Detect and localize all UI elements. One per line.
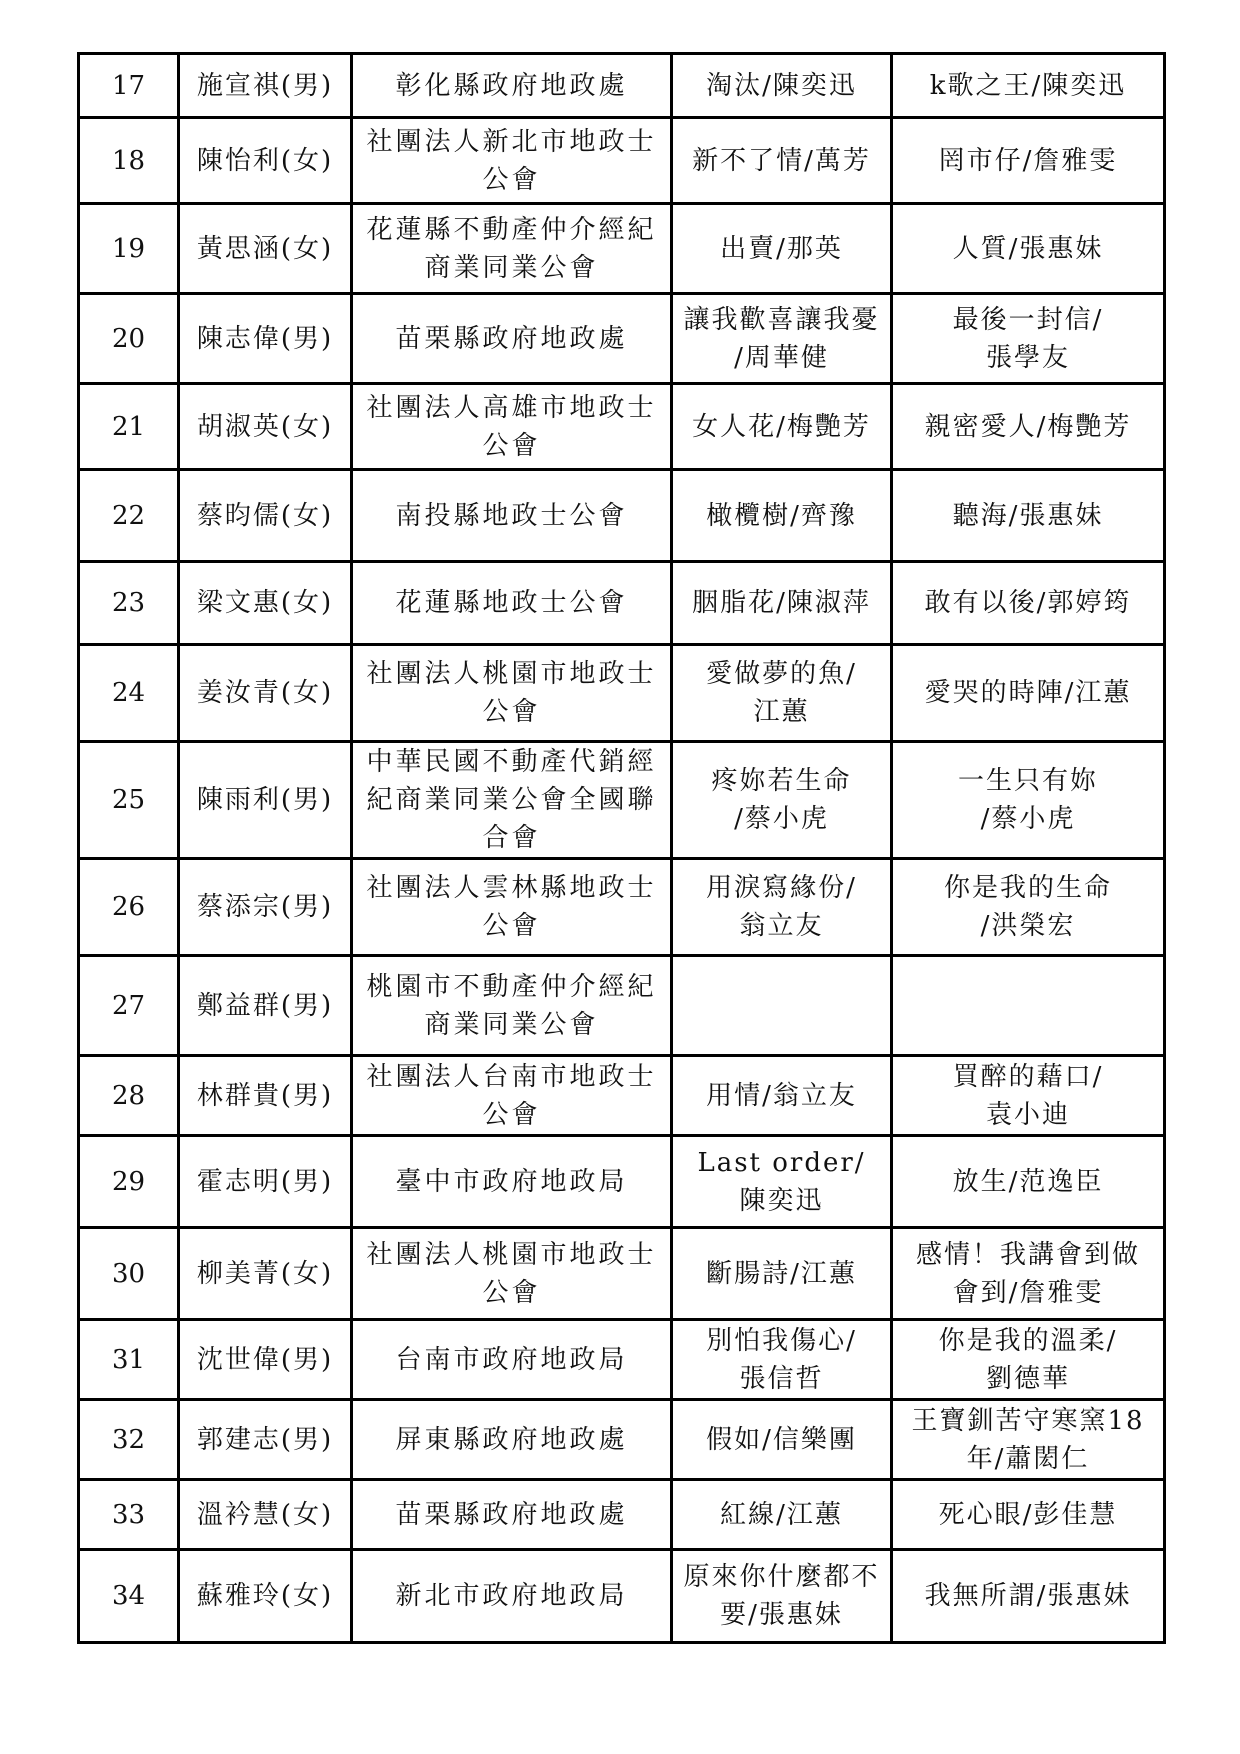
song-first-line: 愛做夢的魚/ [706, 659, 857, 689]
song-first [672, 562, 892, 645]
organization-line: 紀商業同業公會全國聯 [366, 785, 657, 815]
row-number: 22 [79, 470, 179, 562]
table-row [79, 1228, 1165, 1320]
organization [352, 118, 672, 204]
song-first-line: 張信哲 [739, 1363, 824, 1394]
row-number: 21 [79, 384, 179, 470]
row-number: 23 [79, 562, 179, 645]
organization [352, 956, 672, 1056]
song-first-line: 要/張惠妹 [720, 1600, 843, 1630]
table-row [79, 204, 1165, 294]
song-second-line: 一生只有妳 [957, 766, 1098, 796]
row-number: 19 [79, 204, 179, 294]
organization-line: 公會 [482, 1277, 541, 1308]
song-first [672, 204, 892, 294]
table-row [79, 742, 1165, 859]
table-row [79, 1056, 1165, 1136]
song-second-line: 張學友 [985, 342, 1070, 373]
song-second-line: 你是我的溫柔/ [938, 1325, 1118, 1356]
contestant-name: 胡淑英(女) [179, 384, 352, 470]
song-first [672, 1480, 892, 1550]
organization [352, 384, 672, 470]
song-first-line: 女人花/梅艷芳 [692, 411, 871, 442]
row-number: 30 [79, 1228, 179, 1320]
organization-line: 公會 [482, 911, 541, 941]
song-first-line: 紅線/江蕙 [720, 1499, 843, 1530]
song-second-line: 愛哭的時陣/江蕙 [924, 678, 1132, 708]
contestant-name: 施宣祺(男) [179, 54, 352, 118]
row-number: 20 [79, 294, 179, 384]
song-first-line: 原來你什麼都不 [683, 1562, 880, 1592]
song-first [672, 859, 892, 956]
song-second-line: 最後一封信/ [952, 304, 1104, 335]
organization-line: 公會 [482, 1099, 541, 1130]
organization [352, 1550, 672, 1643]
song-first [672, 470, 892, 562]
song-second [892, 562, 1165, 645]
song-second [892, 956, 1165, 1056]
organization-line: 社團法人桃園市地政士 [366, 1239, 657, 1270]
song-first [672, 1056, 892, 1136]
song-first-line: /蔡小虎 [734, 804, 829, 834]
song-second [892, 859, 1165, 956]
organization-line: 台南市政府地政局 [395, 1344, 628, 1375]
table-row [79, 1400, 1165, 1480]
song-second [892, 1550, 1165, 1643]
song-second-line: k歌之王/陳奕迅 [929, 70, 1127, 101]
table-row [79, 1320, 1165, 1400]
song-second [892, 1136, 1165, 1228]
song-second [892, 384, 1165, 470]
row-number: 26 [79, 859, 179, 956]
song-second [892, 1400, 1165, 1480]
row-number: 33 [79, 1480, 179, 1550]
song-second-line: 王寶釧苦守寒窯18 [911, 1405, 1145, 1436]
organization-line: 商業同業公會 [424, 252, 599, 283]
organization-line: 公會 [482, 430, 541, 461]
contestant-name: 沈世偉(男) [179, 1320, 352, 1400]
song-first [672, 1136, 892, 1228]
organization [352, 1136, 672, 1228]
contestant-name: 鄭益群(男) [179, 956, 352, 1056]
song-second [892, 645, 1165, 742]
table-row [79, 54, 1165, 118]
organization-line: 花蓮縣地政士公會 [395, 588, 628, 618]
table-row [79, 118, 1165, 204]
song-first [672, 742, 892, 859]
organization-line: 社團法人雲林縣地政士 [366, 873, 657, 903]
song-first [672, 1400, 892, 1480]
organization [352, 470, 672, 562]
table-row [79, 1136, 1165, 1228]
song-second-line: /洪榮宏 [980, 911, 1076, 941]
organization-line: 彰化縣政府地政處 [395, 70, 628, 101]
row-number: 25 [79, 742, 179, 859]
row-number: 29 [79, 1136, 179, 1228]
contestant-name: 郭建志(男) [179, 1400, 352, 1480]
song-second [892, 742, 1165, 859]
song-first-line: 胭脂花/陳淑萍 [692, 588, 871, 618]
song-second [892, 1320, 1165, 1400]
row-number: 17 [79, 54, 179, 118]
contestant-name: 溫衿慧(女) [179, 1480, 352, 1550]
organization-line: 臺中市政府地政局 [395, 1166, 628, 1197]
song-second-line: 放生/范逸臣 [952, 1166, 1104, 1197]
organization [352, 1400, 672, 1480]
table-row [79, 1550, 1165, 1643]
organization-line: 苗栗縣政府地政處 [395, 323, 628, 354]
organization-line: 中華民國不動產代銷經 [366, 747, 657, 777]
organization-line: 社團法人高雄市地政士 [366, 392, 657, 423]
table-row [79, 1480, 1165, 1550]
organization [352, 859, 672, 956]
song-second-line: 人質/張惠妹 [952, 233, 1104, 264]
table-row [79, 384, 1165, 470]
row-number: 18 [79, 118, 179, 204]
organization-line: 苗栗縣政府地政處 [395, 1499, 628, 1530]
table-row [79, 859, 1165, 956]
song-second [892, 204, 1165, 294]
row-number: 24 [79, 645, 179, 742]
song-first-line: 翁立友 [739, 911, 824, 941]
contestant-name: 黃思涵(女) [179, 204, 352, 294]
song-second [892, 54, 1165, 118]
song-first-line: 江蕙 [753, 697, 810, 727]
organization [352, 1056, 672, 1136]
row-number: 32 [79, 1400, 179, 1480]
contestant-name: 蔡昀儒(女) [179, 470, 352, 562]
song-second-line: /蔡小虎 [980, 804, 1076, 834]
organization-line: 商業同業公會 [424, 1009, 599, 1040]
organization [352, 562, 672, 645]
song-first-line: 假如/信樂團 [706, 1424, 857, 1455]
song-second-line: 感情！我講會到做 [915, 1239, 1140, 1270]
song-first-line: /周華健 [734, 342, 829, 373]
song-first-line: 出賣/那英 [720, 233, 843, 264]
row-number: 28 [79, 1056, 179, 1136]
song-first-line: 橄欖樹/齊豫 [706, 500, 857, 531]
organization [352, 645, 672, 742]
contestant-table-body [79, 54, 1165, 1643]
contestant-name: 霍志明(男) [179, 1136, 352, 1228]
song-second [892, 1056, 1165, 1136]
contestant-name: 陳志偉(男) [179, 294, 352, 384]
organization-line: 社團法人桃園市地政士 [366, 659, 657, 689]
organization-line: 花蓮縣不動產仲介經紀 [366, 214, 657, 245]
song-second-line: 買醉的藉口/ [952, 1061, 1104, 1092]
song-second [892, 294, 1165, 384]
song-first [672, 1228, 892, 1320]
table-row [79, 470, 1165, 562]
song-second-line: 劉德華 [985, 1363, 1070, 1394]
organization [352, 1320, 672, 1400]
song-first [672, 118, 892, 204]
organization-line: 南投縣地政士公會 [395, 500, 628, 531]
song-first [672, 384, 892, 470]
song-first-line: 用情/翁立友 [706, 1080, 857, 1111]
organization [352, 54, 672, 118]
song-second-line: 我無所謂/張惠妹 [924, 1581, 1132, 1611]
organization-line: 社團法人台南市地政士 [366, 1061, 657, 1092]
organization-line: 社團法人新北市地政士 [366, 126, 657, 157]
song-second [892, 470, 1165, 562]
song-second-line: 會到/詹雅雯 [952, 1277, 1104, 1308]
contestant-name: 陳雨利(男) [179, 742, 352, 859]
organization-line: 合會 [482, 823, 541, 853]
organization-line: 公會 [482, 697, 541, 727]
organization-line: 桃園市不動產仲介經紀 [366, 971, 657, 1002]
table-row [79, 645, 1165, 742]
table-row [79, 956, 1165, 1056]
contestant-name: 蔡添宗(男) [179, 859, 352, 956]
song-first-line: 用淚寫緣份/ [706, 873, 857, 903]
table-row [79, 294, 1165, 384]
contestant-name: 陳怡利(女) [179, 118, 352, 204]
song-first [672, 1320, 892, 1400]
organization-line: 屏東縣政府地政處 [395, 1424, 628, 1455]
contestant-table [77, 52, 1166, 1644]
row-number: 31 [79, 1320, 179, 1400]
song-first [672, 645, 892, 742]
organization [352, 294, 672, 384]
organization-line: 新北市政府地政局 [395, 1581, 628, 1611]
table-row [79, 562, 1165, 645]
contestant-name: 林群貴(男) [179, 1056, 352, 1136]
song-first-line: Last order/ [697, 1147, 866, 1178]
song-first-line: 斷腸詩/江蕙 [706, 1258, 857, 1289]
song-second-line: 死心眼/彭佳慧 [938, 1499, 1118, 1530]
song-second [892, 1228, 1165, 1320]
organization [352, 1228, 672, 1320]
song-second-line: 年/蕭閎仁 [966, 1443, 1090, 1474]
organization-line: 公會 [482, 164, 541, 195]
song-second-line: 聽海/張惠妹 [952, 500, 1104, 531]
row-number: 34 [79, 1550, 179, 1643]
song-first-line: 淘汰/陳奕迅 [706, 70, 857, 101]
song-first [672, 1550, 892, 1643]
row-number: 27 [79, 956, 179, 1056]
song-first-line: 別怕我傷心/ [706, 1325, 857, 1356]
contestant-name: 柳美菁(女) [179, 1228, 352, 1320]
organization [352, 1480, 672, 1550]
song-second [892, 118, 1165, 204]
song-first-line: 讓我歡喜讓我憂 [683, 304, 880, 335]
organization [352, 204, 672, 294]
contestant-name: 蘇雅玲(女) [179, 1550, 352, 1643]
song-second [892, 1480, 1165, 1550]
song-second-line: 親密愛人/梅艷芳 [924, 411, 1132, 442]
song-second-line: 罔市仔/詹雅雯 [938, 145, 1118, 176]
song-first [672, 294, 892, 384]
song-second-line: 袁小迪 [985, 1099, 1070, 1130]
song-second-line: 你是我的生命 [943, 873, 1112, 903]
song-first-line: 陳奕迅 [739, 1185, 824, 1216]
contestant-name: 梁文惠(女) [179, 562, 352, 645]
organization [352, 742, 672, 859]
contestant-name: 姜汝青(女) [179, 645, 352, 742]
song-first-line: 疼妳若生命 [711, 766, 852, 796]
song-second-line: 敢有以後/郭婷筠 [924, 588, 1132, 618]
song-first [672, 54, 892, 118]
song-first-line: 新不了情/萬芳 [692, 145, 871, 176]
song-first [672, 956, 892, 1056]
